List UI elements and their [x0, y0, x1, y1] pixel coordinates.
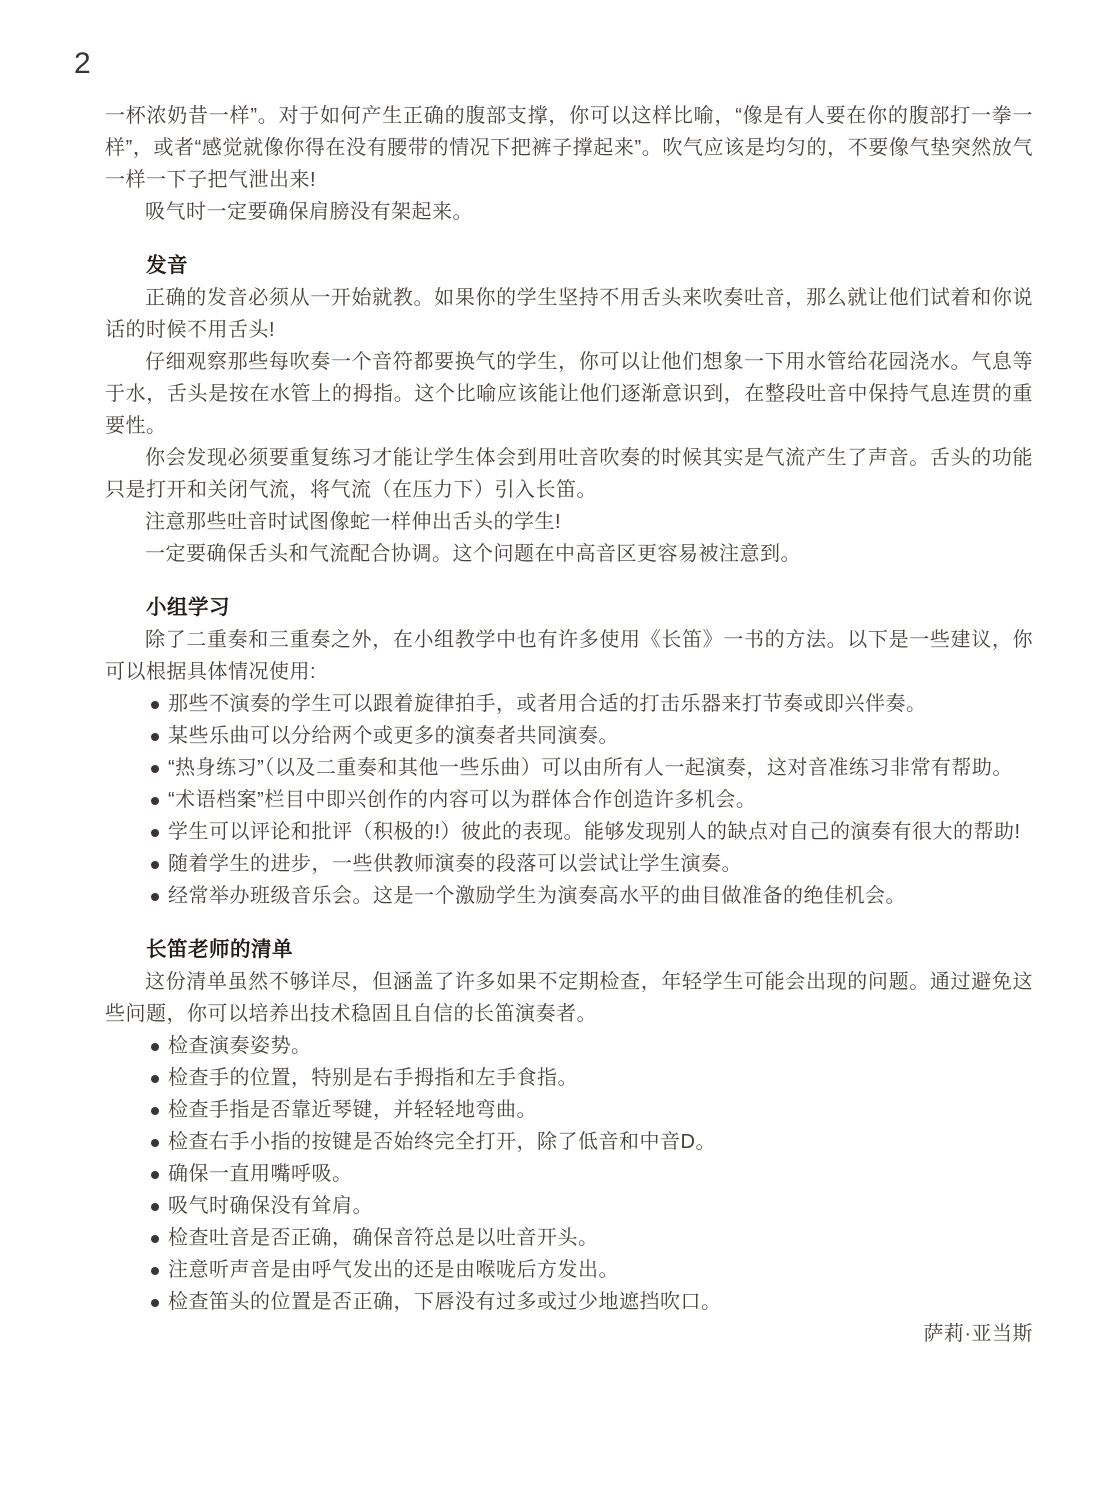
- bullet-item: 检查手指是否靠近琴键，并轻轻地弯曲。: [105, 1094, 1033, 1126]
- paragraph: 正确的发音必须从一开始就教。如果你的学生坚持不用舌头来吹奏吐音，那么就让他们试着和你说话的时候不用舌头!: [105, 287, 1033, 341]
- section: [105, 592, 1033, 912]
- bullet-item: “热身练习”（以及二重奏和其他一些乐曲）可以由所有人一起演奏，这对音准练习非常有帮助。: [105, 752, 1033, 784]
- bullet-item: 检查右手小指的按键是否始终完全打开，除了低音和中音D。: [105, 1126, 1033, 1158]
- section-heading: 长笛老师的清单: [146, 938, 293, 961]
- bullet-item: 检查手的位置，特别是右手拇指和左手食指。: [105, 1062, 1033, 1094]
- section: [105, 934, 1033, 1318]
- paragraph: 除了二重奏和三重奏之外，在小组教学中也有许多使用《长笛》一书的方法。以下是一些建议，你可以根据具体情况使用:: [105, 629, 1033, 683]
- bullet-item: 经常举办班级音乐会。这是一个激励学生为演奏高水平的曲目做准备的绝佳机会。: [105, 880, 1033, 912]
- bullet-list: [105, 688, 1033, 912]
- section-heading: 发音: [146, 254, 188, 277]
- paragraph: 一定要确保舌头和气流配合协调。这个问题在中高音区更容易被注意到。: [145, 543, 801, 565]
- section: [105, 250, 1033, 570]
- page-number: 2: [74, 47, 91, 80]
- bullet-item: 某些乐曲可以分给两个或更多的演奏者共同演奏。: [105, 720, 1033, 752]
- lead-paragraphs: [105, 100, 1033, 228]
- section-heading: 小组学习: [146, 596, 230, 619]
- paragraph: 这份清单虽然不够详尽，但涵盖了许多如果不定期检查，年轻学生可能会出现的问题。通过避免这些问题，你可以培养出技术稳固且自信的长笛演奏者。: [105, 971, 1033, 1025]
- author-signature: 萨莉·亚当斯: [923, 1323, 1033, 1345]
- sections: [105, 250, 1033, 1318]
- bullet-item: 确保一直用嘴呼吸。: [105, 1158, 1033, 1190]
- bullet-item: “术语档案”栏目中即兴创作的内容可以为群体合作创造许多机会。: [105, 784, 1033, 816]
- bullet-item: 学生可以评论和批评（积极的!）彼此的表现。能够发现别人的缺点对自己的演奏有很大的帮助!: [105, 816, 1033, 848]
- paragraph: 仔细观察那些每吹奏一个音符都要换气的学生，你可以让他们想象一下用水管给花园浇水。气息等于水，舌头是按在水管上的拇指。这个比喻应该能让他们逐渐意识到，在整段吐音中保持气息连贯的重要性。: [105, 351, 1033, 437]
- bullet-list: [105, 1030, 1033, 1318]
- page-content: [105, 100, 1033, 1350]
- paragraph: 注意那些吐音时试图像蛇一样伸出舌头的学生!: [145, 511, 562, 533]
- paragraph: 你会发现必须要重复练习才能让学生体会到用吐音吹奏的时候其实是气流产生了声音。舌头的功能只是打开和关闭气流，将气流（在压力下）引入长笛。: [105, 447, 1033, 501]
- bullet-item: 注意听声音是由呼气发出的还是由喉咙后方发出。: [105, 1254, 1033, 1286]
- bullet-item: 吸气时确保没有耸肩。: [105, 1190, 1033, 1222]
- bullet-item: 检查笛头的位置是否正确，下唇没有过多或过少地遮挡吹口。: [105, 1286, 1033, 1318]
- bullet-item: 那些不演奏的学生可以跟着旋律拍手，或者用合适的打击乐器来打节奏或即兴伴奏。: [105, 688, 1033, 720]
- bullet-item: 随着学生的进步，一些供教师演奏的段落可以尝试让学生演奏。: [105, 848, 1033, 880]
- paragraph: 一杯浓奶昔一样”。对于如何产生正确的腹部支撑，你可以这样比喻，“像是有人要在你的腹部打一拳一样”，或者“感觉就像你得在没有腰带的情况下把裤子撑起来”。吹气应该是均匀的，不要像气垫突然放气一样一下子把气泄出来!: [105, 105, 1033, 191]
- paragraph: 吸气时一定要确保肩膀没有架起来。: [145, 201, 473, 223]
- bullet-item: 检查吐音是否正确，确保音符总是以吐音开头。: [105, 1222, 1033, 1254]
- bullet-item: 检查演奏姿势。: [105, 1030, 1033, 1062]
